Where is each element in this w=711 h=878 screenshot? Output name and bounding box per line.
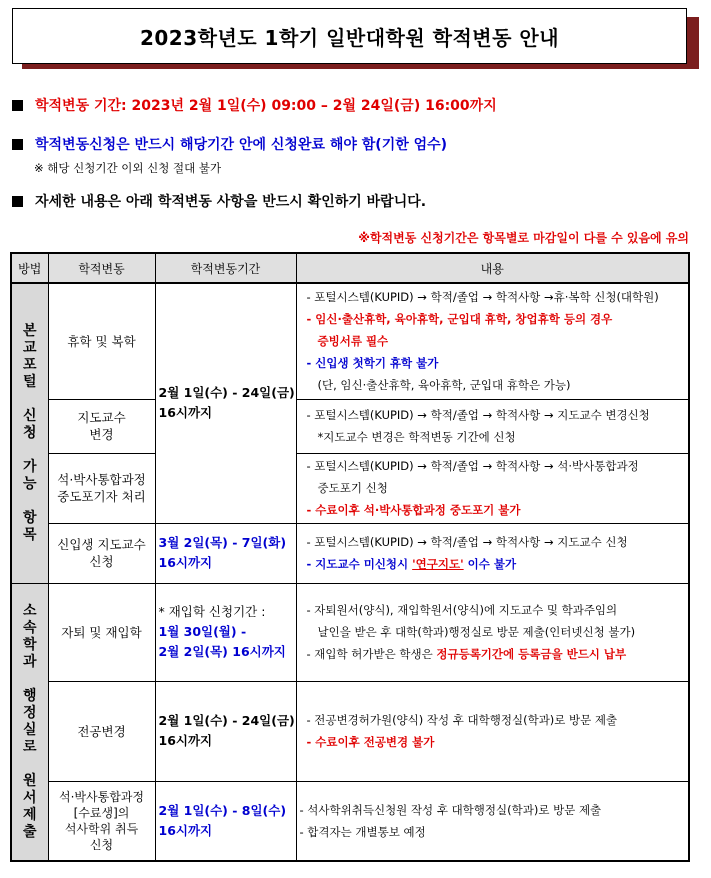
- content-advisor-change: - 포털시스템(KUPID) → 학적/졸업 → 학적사항 → 지도교수 변경신청 *지도교수 변경은 학적변동 기간에 신청: [296, 399, 689, 453]
- period-major-change: 2월 1일(수) - 24일(금) 16시까지: [155, 681, 296, 781]
- content-leave-return: - 포털시스템(KUPID) → 학적/졸업 → 학적사항 →휴·복학 신청(대학원) - 임신·출산휴학, 육아휴학, 군입대 휴학, 창업휴학 등의 경우 증빙서류 필수 - 신입생 첫학기 휴학 불가 (단, 임신·출산휴학, 육아휴학, 군입대 휴학은 가능): [296, 283, 689, 399]
- bullet-period-text: 학적변동 기간: 2023년 2월 1일(수) 09:00 – 2월 24일(금) 16:00까지: [35, 98, 497, 114]
- table-row: [11, 399, 689, 453]
- content-new-advisor: - 포털시스템(KUPID) → 학적/졸업 → 학적사항 → 지도교수 신청 - 지도교수 미신청시 '연구지도' 이수 불가: [296, 523, 689, 583]
- bullet-confirm: [10, 191, 426, 211]
- table-row: [11, 583, 689, 681]
- type-leave-return: 휴학 및 복학: [48, 283, 155, 399]
- table-row: [11, 781, 689, 861]
- period-masters-degree: 2월 1일(수) - 8일(수) 16시까지: [155, 781, 296, 861]
- table-row: [11, 283, 689, 399]
- page-title-text: 2023학년도 1학기 일반대학원 학적변동 안내: [139, 25, 560, 50]
- method-department-office: 소 속 학 과 행 정 실 로 원 서 제 출: [11, 583, 48, 861]
- table-row: [11, 453, 689, 523]
- header-content: 내용: [296, 253, 689, 283]
- bullet-deadline-text: 학적변동신청은 반드시 해당기간 안에 신청완료 해야 함(기한 엄수): [35, 137, 448, 153]
- header-type: 학적변동: [48, 253, 155, 283]
- type-major-change: 전공변경: [48, 681, 155, 781]
- square-bullet-icon: [12, 196, 23, 207]
- type-withdraw-readmit: 자퇴 및 재입학: [48, 583, 155, 681]
- content-withdraw-readmit: - 자퇴원서(양식), 재입학원서(양식)에 지도교수 및 학과주임의 날인을 받은 후 대학(학과)행정실로 방문 제출(인터넷신청 불가) - 재입학 허가받은 학생은 정규등록기간에 등록금을 반드시 납부: [296, 583, 689, 681]
- period-new-advisor: 3월 2일(목) - 7일(화) 16시까지: [155, 523, 296, 583]
- content-major-change: - 전공변경허가원(양식) 작성 후 대학행정실(학과)로 방문 제출 - 수료이후 전공변경 불가: [296, 681, 689, 781]
- square-bullet-icon: [12, 139, 23, 150]
- bullet-period: [10, 95, 497, 115]
- table-header-row: [11, 253, 689, 283]
- type-masters-degree: 석·박사통합과정 [수료생]의 석사학위 취득 신청: [48, 781, 155, 861]
- deadline-warning: ※학적변동 신청기간은 항목별로 마감일이 다를 수 있음에 유의: [358, 231, 689, 245]
- content-masters-degree: - 석사학위취득신청원 작성 후 대학행정실(학과)로 방문 제출 - 합격자는 개별통보 예정: [296, 781, 689, 861]
- square-bullet-icon: [12, 100, 23, 111]
- content-integrated-withdraw: - 포털시스템(KUPID) → 학적/졸업 → 학적사항 → 석·박사통합과정 중도포기 신청 - 수료이후 석·박사통합과정 중도포기 불가: [296, 453, 689, 523]
- period-shared: 2월 1일(수) - 24일(금) 16시까지: [155, 283, 296, 523]
- bullet-confirm-text: 자세한 내용은 아래 학적변동 사항을 반드시 확인하기 바랍니다.: [35, 194, 427, 210]
- type-new-advisor: 신입생 지도교수 신청: [48, 523, 155, 583]
- method-portal: 본 교 포 털 신 청 가 능 항 목: [11, 283, 48, 583]
- period-readmit: * 재입학 신청기간 : 1월 30일(월) - 2월 2일(목) 16시까지: [155, 583, 296, 681]
- academic-change-table: [10, 252, 690, 862]
- bullet-deadline-note: ※ 해당 신청기간 이외 신청 절대 불가: [34, 161, 222, 175]
- type-advisor-change: 지도교수 변경: [48, 399, 155, 453]
- header-period: 학적변동기간: [155, 253, 296, 283]
- type-integrated-withdraw: 석·박사통합과정 중도포기자 처리: [48, 453, 155, 523]
- bullet-deadline: [10, 134, 447, 154]
- header-method: 방법: [11, 253, 48, 283]
- table-row: [11, 523, 689, 583]
- page-title: [12, 8, 687, 64]
- table-row: [11, 681, 689, 781]
